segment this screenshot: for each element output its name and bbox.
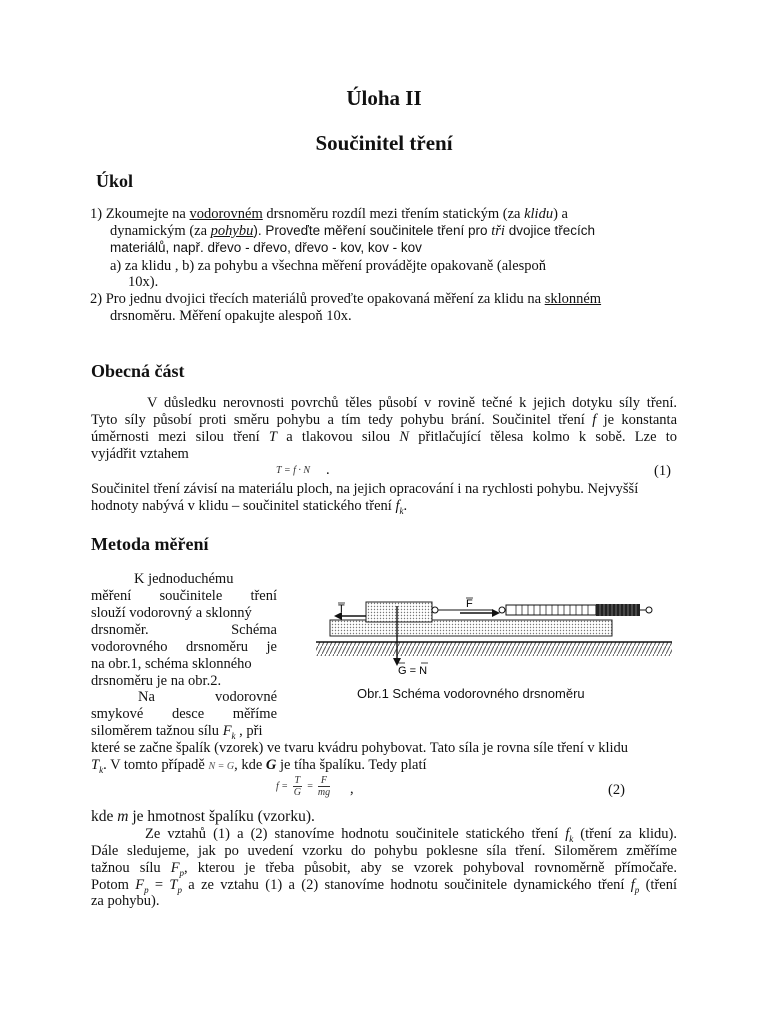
text: , kterou je třeba působit, aby se vzorek pohyboval rovnoměrně přímočaře. — [184, 860, 677, 876]
method-col-line-5 — [91, 639, 277, 656]
text: je tíha špalíku. Tedy platí — [276, 757, 427, 773]
text: Na — [138, 689, 155, 705]
denominator: mg — [317, 787, 331, 798]
inline-formula: N = G — [208, 761, 235, 772]
symbol-m: m — [117, 808, 129, 825]
text-underlined: vodorovném — [189, 206, 263, 222]
text: drsnoměr. — [91, 622, 149, 638]
text: siloměrem tažnou sílu — [91, 723, 223, 739]
task-line-3: materiálů, např. dřevo - dřevo, dřevo - kov, kov - kov — [110, 240, 422, 255]
text: je konstanta — [603, 412, 678, 428]
fraction-1 — [293, 775, 303, 798]
formula-1 — [276, 465, 310, 476]
general-line-5: Součinitel tření závisí na materiálu ploch, na jejich opracování i na rychlosti pohybu. Nejvyšší — [91, 481, 639, 497]
equation-number-1: (1) — [654, 463, 671, 479]
method-col-line-8 — [91, 689, 277, 706]
method-line-2 — [91, 757, 427, 775]
spring-scale-body — [506, 605, 596, 615]
symbol-f: f — [565, 826, 570, 842]
end-ring — [646, 607, 652, 613]
text: vodorovné — [214, 689, 277, 705]
text: = — [148, 877, 170, 893]
formula-part: f = — [276, 781, 289, 792]
subscript: k — [231, 730, 236, 741]
text: smykové — [91, 706, 144, 722]
label-F: F — [466, 598, 473, 610]
section-heading-metoda: Metoda měření — [91, 534, 209, 554]
hook-ring — [432, 607, 438, 613]
symbol-F: F — [170, 860, 180, 876]
text: měření — [91, 588, 132, 604]
text: hodnoty nabývá v klidu – součinitel statického tření — [91, 498, 396, 514]
method-col-line-7: drsnoměru je na obr.2. — [91, 673, 222, 689]
text: kde — [91, 808, 118, 825]
method-line-6 — [91, 860, 677, 878]
subscript: p — [634, 884, 640, 895]
text: a ze vztahu (1) a (2) stanovíme hodnotu součinitele dynamického tření — [181, 877, 631, 893]
subscript: k — [569, 833, 574, 844]
general-line-1: V důsledku nerovnosti povrchů těles působí v rovině tečné k jejich dotyku síly tření. — [147, 395, 677, 411]
text: (tření — [639, 877, 678, 893]
text: (tření za klidu). — [573, 826, 677, 842]
text: ). Proveďte měření součinitele tření pro — [253, 223, 492, 238]
text: 1) Zkoumejte na — [90, 206, 190, 222]
method-col-line-1: K jednoduchému — [134, 571, 234, 587]
formula-2 — [276, 775, 332, 798]
fraction-2 — [318, 775, 330, 798]
formula-2-comma: , — [350, 781, 354, 797]
ground-hatch — [316, 642, 672, 656]
text-italic: pohybu — [210, 223, 254, 239]
text: Tyto síly působí proti směru pohybu a tím tedy pohybu brání. Součinitel tření — [91, 412, 585, 428]
task-line-5: 10x). — [128, 274, 159, 290]
general-line-3 — [91, 429, 677, 446]
symbol-f: f — [630, 877, 635, 893]
text: . V tomto případě — [103, 757, 209, 773]
text: vodorovného — [91, 639, 168, 655]
text: Schéma — [231, 622, 277, 638]
text-italic: klidu — [524, 206, 554, 222]
method-col-line-10 — [91, 723, 263, 741]
method-line-4 — [91, 826, 677, 844]
task-line-4: a) za klidu , b) za pohybu a všechna měření provádějte opakovaně (alespoň — [110, 258, 547, 274]
formula-text: T = f · N — [276, 465, 311, 476]
text: drsnoměru rozdíl mezi třením statickým (za — [262, 206, 525, 222]
symbol-T: T — [268, 429, 277, 445]
task-line-2 — [110, 223, 595, 240]
label-GN: G = N — [398, 665, 428, 677]
document-subtitle: Součinitel tření — [315, 131, 453, 155]
text: , při — [235, 723, 263, 739]
numerator: F — [318, 775, 330, 787]
general-line-2 — [91, 412, 677, 429]
subscript: p — [177, 884, 182, 895]
label-T: T — [338, 603, 345, 615]
scale-hook — [499, 607, 505, 613]
text: dynamickým (za — [110, 223, 211, 239]
text: 2) Pro jednu dvojici třecích materiálů proveďte opakovaná měření za klidu na — [90, 291, 545, 307]
task-line-7: drsnoměru. Měření opakujte alespoň 10x. — [110, 308, 352, 324]
symbol-F: F — [135, 877, 145, 893]
symbol-N: N — [399, 429, 410, 445]
text: je hmotnost špalíku (vzorku). — [128, 808, 315, 825]
denominator: G — [293, 787, 301, 798]
text: . — [403, 498, 408, 514]
subscript: p — [179, 867, 185, 878]
text: přitlačující tělesa kolmo k sobě. Lze to — [418, 429, 678, 445]
subscript: p — [144, 884, 149, 895]
text: úměrnosti mezi silou tření — [91, 429, 260, 445]
method-col-line-2 — [91, 588, 277, 605]
equation-number-2: (2) — [608, 782, 625, 798]
task-line-6 — [90, 291, 601, 308]
method-line-1: které se začne špalík (vzorek) ve tvaru kvádru pohybovat. Tato síla je rovna síle tření v klidu — [91, 740, 629, 756]
method-line-3 — [91, 808, 315, 826]
method-col-line-3: slouží vodorovný a sklonný — [91, 605, 252, 621]
text: a tlakovou silou — [286, 429, 391, 445]
symbol-F: F — [222, 723, 232, 739]
symbol-f: f — [395, 498, 400, 514]
spring-scale-handle — [596, 604, 640, 616]
text: dvojice třecích — [504, 223, 596, 238]
sample-block — [366, 602, 432, 622]
text: , kde — [234, 757, 266, 773]
symbol-G: G — [265, 757, 277, 773]
subscript: k — [399, 505, 404, 516]
text: měříme — [232, 706, 278, 722]
method-line-7 — [91, 877, 677, 895]
text-italic: tři — [491, 223, 505, 239]
section-heading-ukol: Úkol — [96, 171, 134, 191]
task-line-1 — [90, 206, 568, 223]
method-col-line-9 — [91, 706, 277, 723]
text: drsnoměru — [186, 639, 249, 655]
text: součinitele — [159, 588, 223, 604]
formula-part: = — [306, 781, 314, 792]
method-line-5: Dále sledujeme, jak po uvedení vzorku do pohybu poklesne síla tření. Siloměrem změříme — [91, 843, 677, 859]
method-col-line-6: na obr.1, schéma sklonného — [91, 656, 252, 672]
subscript: k — [99, 764, 104, 775]
text: Ze vztahů (1) a (2) stanovíme hodnotu součinitele statického tření — [145, 826, 566, 842]
formula-1-period: . — [326, 462, 330, 478]
text-underlined: sklonném — [544, 291, 602, 307]
figure-caption: Obr.1 Schéma vodorovného drsnoměru — [357, 686, 585, 701]
text: tření — [250, 588, 278, 604]
general-line-4: vyjádřit vztahem — [91, 446, 189, 462]
text: ) a — [553, 206, 568, 222]
text: je — [266, 639, 277, 655]
numerator: T — [294, 775, 301, 786]
method-col-line-4 — [91, 622, 277, 639]
section-heading-obecna: Obecná část — [91, 361, 185, 381]
text: desce — [171, 706, 205, 722]
symbol-T: T — [169, 877, 178, 893]
document-title: Úloha II — [346, 86, 422, 110]
symbol-f: f — [592, 412, 597, 428]
text: tažnou sílu — [91, 860, 171, 876]
text: Potom — [91, 877, 136, 893]
method-line-8: za pohybu). — [91, 893, 160, 909]
symbol-T: T — [91, 757, 100, 773]
general-line-6 — [91, 498, 407, 516]
